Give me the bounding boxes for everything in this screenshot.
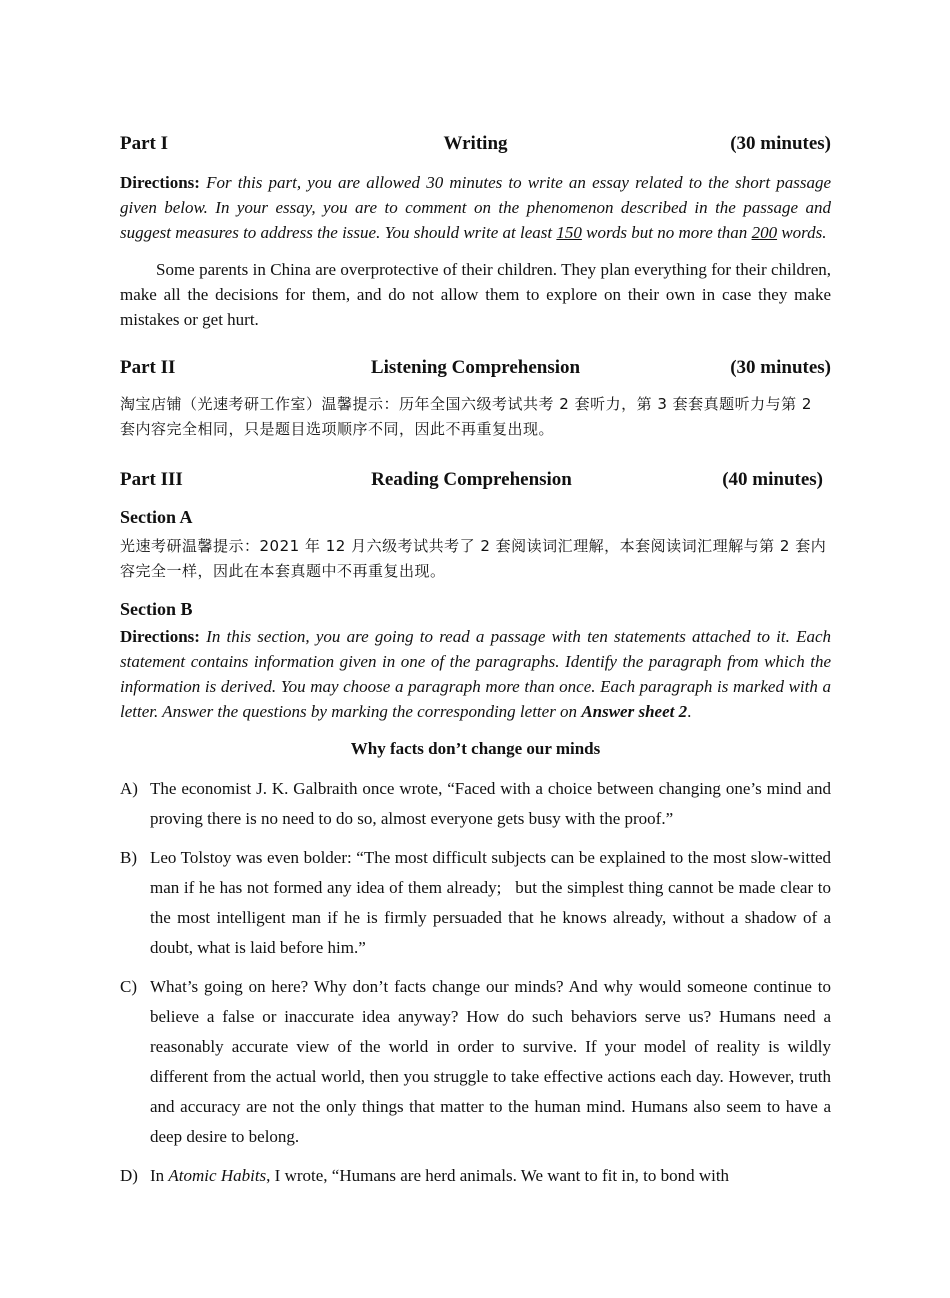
paragraph-a	[120, 774, 831, 834]
paragraph-letter: A)	[120, 779, 138, 798]
paragraph-c	[120, 972, 831, 1152]
part3-header	[120, 466, 831, 494]
max-words: 200	[751, 223, 778, 242]
part-time: (40 minutes)	[722, 469, 823, 490]
section-a-heading: Section A	[120, 507, 193, 527]
passage-title: Why facts don’t change our minds	[350, 739, 601, 758]
paragraph-letter: B)	[120, 848, 137, 867]
section-a-note: 光速考研温馨提示：2021 年 12 月六级考试共考了 2 套阅读词汇理解，本套阅读词汇理解与第 2 套内容完全一样，因此在本套真题中不再重复出现。	[120, 537, 827, 580]
part2-header	[120, 354, 831, 382]
part1-header	[120, 130, 831, 158]
directions-period: .	[687, 702, 692, 721]
directions-text-3: words.	[777, 223, 827, 242]
paragraph-text: What’s going on here? Why don’t facts change our minds? And why would someone continue to believe a false or inaccurate idea anyway? How do such behaviors serve us? Humans need a reasonably accurate view of the world in order to survive. If your model of reality is wildly different from the actual world, then you struggle to take effective actions each day. However, truth and accuracy are not the only things that matter to the human mind. Humans also seem to have a deep desire to belong.	[150, 977, 831, 1146]
min-words: 150	[556, 223, 582, 242]
answer-sheet: Answer sheet 2	[581, 702, 688, 721]
section-b-directions	[120, 624, 831, 724]
paragraph-letter: C)	[120, 977, 137, 996]
directions-text-2: words but no more than	[581, 223, 752, 242]
paragraph-text: Leo Tolstoy was even bolder: “The most difficult subjects can be explained to the most slow-witted man if he has not formed any idea of them already; but the simplest thing cannot be made clear to the most intelligent man if he is firmly persuaded that he knows already, without a shadow of a doubt, what is laid before him.”	[150, 848, 836, 957]
section-b-heading: Section B	[120, 599, 193, 619]
part-title: Reading Comprehension	[371, 469, 572, 490]
book-title: Atomic Habits	[168, 1166, 267, 1185]
part-name: Part I	[120, 133, 169, 154]
part-title: Listening Comprehension	[370, 357, 581, 378]
paragraph-b	[120, 843, 836, 963]
paragraph-text: The economist J. K. Galbraith once wrote, “Faced with a choice between changing one’s mind and proving there is no need to do so, almost everyone gets busy with the proof.”	[150, 779, 831, 828]
directions-label: Directions:	[120, 627, 200, 646]
part2-note: 淘宝店铺（光速考研工作室）温馨提示：历年全国六级考试共考 2 套听力，第 3 套套真题听力与第 2 套内容完全相同，只是题目选项顺序不同，因此不再重复出现。	[120, 395, 812, 438]
paragraph-d	[120, 1161, 831, 1191]
part-time: (30 minutes)	[730, 357, 831, 378]
paragraph-text-before: In	[150, 1166, 169, 1185]
part-name: Part II	[120, 357, 176, 378]
part-name: Part III	[120, 469, 183, 490]
part-time: (30 minutes)	[730, 133, 831, 154]
paragraph-text-after: , I wrote, “Humans are herd animals. We want to fit in, to bond with	[266, 1166, 730, 1185]
directions-text: In this section, you are going to read a passage with ten statements attached to it. Each statement contains information given in one of the paragraphs. Identify the paragraph from which the information is derived. You may choose a paragraph more than once. Each paragraph is marked with a letter. Answer the questions by marking the corresponding letter on	[120, 627, 831, 721]
directions-label: Directions:	[120, 173, 200, 192]
paragraph-letter: D)	[120, 1166, 138, 1185]
exam-page	[120, 128, 836, 1191]
part1-passage: Some parents in China are overprotective of their children. They plan everything for their children, make all the decisions for them, and do not allow them to explore on their own in case they make mistakes or get hurt.	[120, 260, 831, 329]
part-title: Writing	[443, 133, 508, 154]
part1-directions	[120, 170, 831, 245]
paragraph-text	[150, 1161, 831, 1191]
directions-text	[120, 173, 831, 242]
directions-text-1: For this part, you are allowed 30 minutes to write an essay related to the short passage given below. In your essay, you are to comment on the phenomenon described in the passage and suggest measures to address the issue. You should write at least	[120, 173, 831, 242]
